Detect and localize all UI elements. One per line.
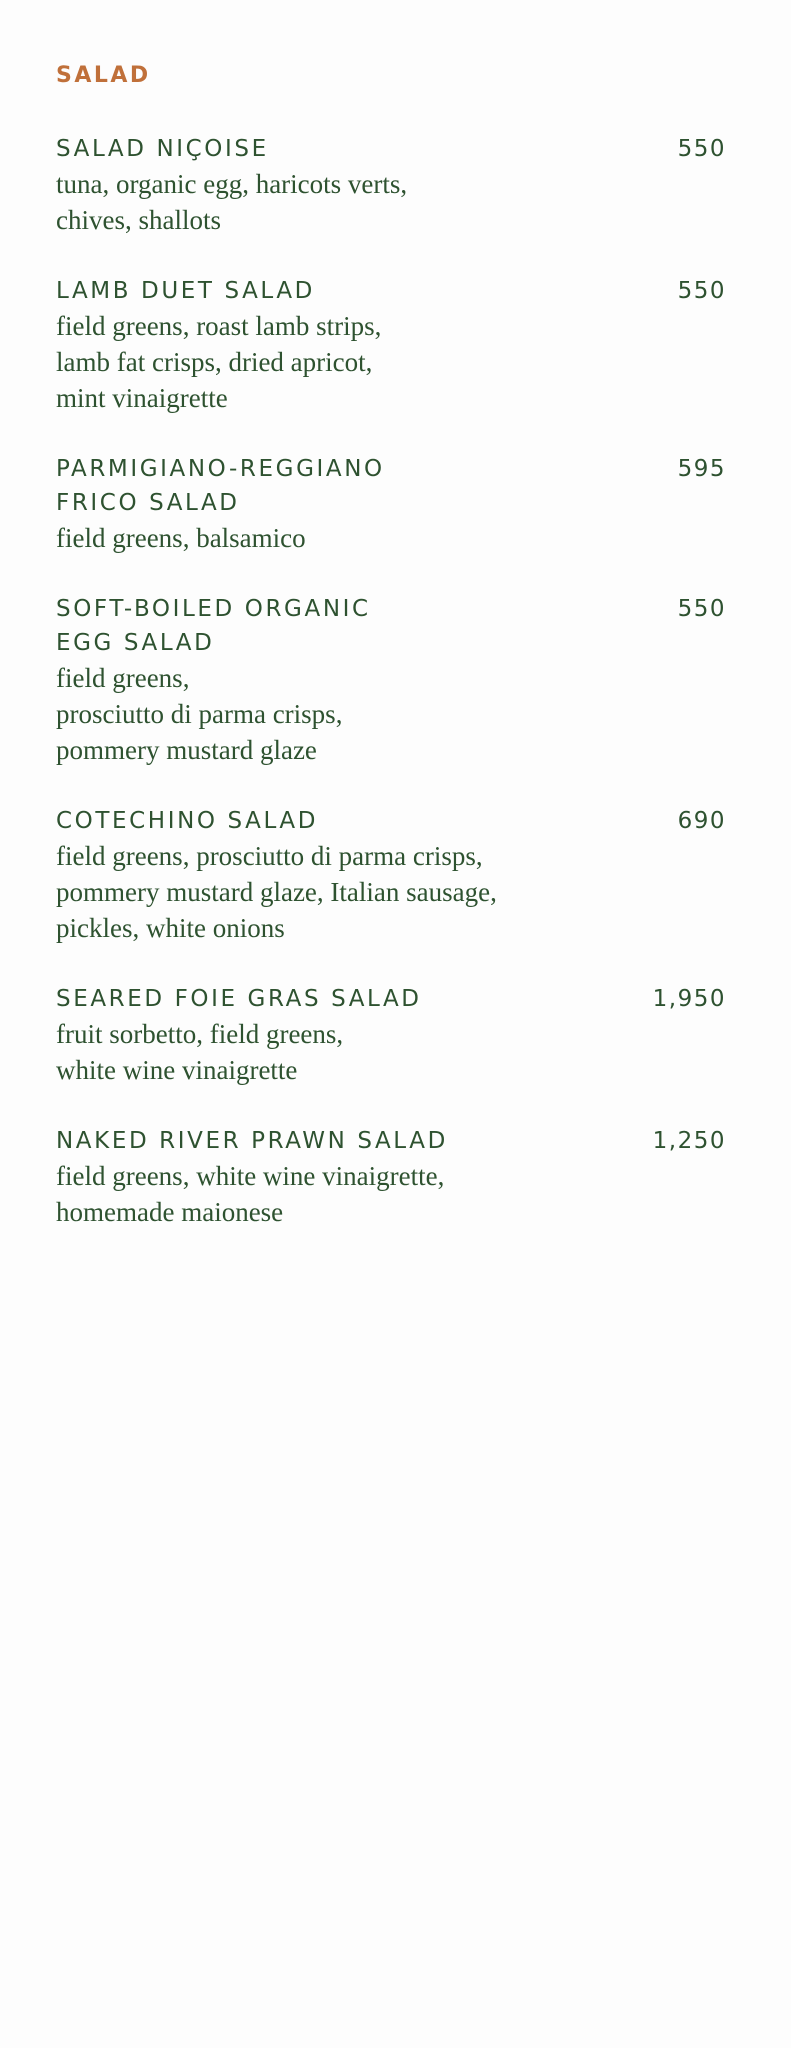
section-title: SALAD	[56, 63, 151, 88]
menu-page	[56, 62, 726, 1266]
menu-item-description: field greens, balsamico	[56, 523, 306, 553]
menu-item-soft-boiled-egg-salad	[56, 592, 726, 768]
menu-item-description: field greens, roast lamb strips, lamb fat crisps, dried apricot, mint vinaigrette	[56, 311, 382, 413]
menu-item-price: 550	[677, 136, 726, 162]
menu-item-header	[56, 132, 726, 166]
menu-item-cotechino-salad	[56, 804, 726, 946]
menu-item-header	[56, 982, 726, 1016]
menu-item-price: 1,250	[652, 1128, 726, 1154]
menu-item-name: NAKED RIVER PRAWN SALAD	[56, 1128, 448, 1154]
menu-item-salad-nicoise	[56, 132, 726, 238]
menu-item-name: SEARED FOIE GRAS SALAD	[56, 986, 422, 1012]
menu-item-price: 690	[677, 808, 726, 834]
menu-item-name: COTECHINO SALAD	[56, 808, 319, 834]
menu-item-naked-river-prawn-salad	[56, 1124, 726, 1230]
menu-item-description: field greens, prosciutto di parma crisps, pommery mustard glaze, Italian sausage, pickles, white onions	[56, 841, 497, 943]
menu-item-header	[56, 274, 726, 308]
menu-item-name: SALAD NIÇOISE	[56, 136, 269, 162]
menu-item-header	[56, 452, 726, 520]
menu-item-price: 1,950	[652, 986, 726, 1012]
menu-item-header	[56, 804, 726, 838]
menu-item-price: 550	[677, 596, 726, 622]
menu-item-lamb-duet-salad	[56, 274, 726, 416]
menu-item-parmigiano-frico-salad	[56, 452, 726, 556]
menu-item-description: field greens, white wine vinaigrette, homemade maionese	[56, 1161, 445, 1227]
menu-item-description: fruit sorbetto, field greens, white wine vinaigrette	[56, 1019, 344, 1085]
menu-item-header	[56, 592, 726, 660]
menu-item-price: 595	[677, 456, 726, 482]
menu-item-description: field greens, prosciutto di parma crisps, pommery mustard glaze	[56, 663, 343, 765]
menu-item-price: 550	[677, 278, 726, 304]
menu-item-name: PARMIGIANO-REGGIANO FRICO SALAD	[56, 456, 385, 516]
menu-item-name: SOFT-BOILED ORGANIC EGG SALAD	[56, 596, 371, 656]
menu-item-seared-foie-gras-salad	[56, 982, 726, 1088]
menu-item-name: LAMB DUET SALAD	[56, 278, 315, 304]
menu-item-description: tuna, organic egg, haricots verts, chives, shallots	[56, 169, 408, 235]
menu-item-header	[56, 1124, 726, 1158]
